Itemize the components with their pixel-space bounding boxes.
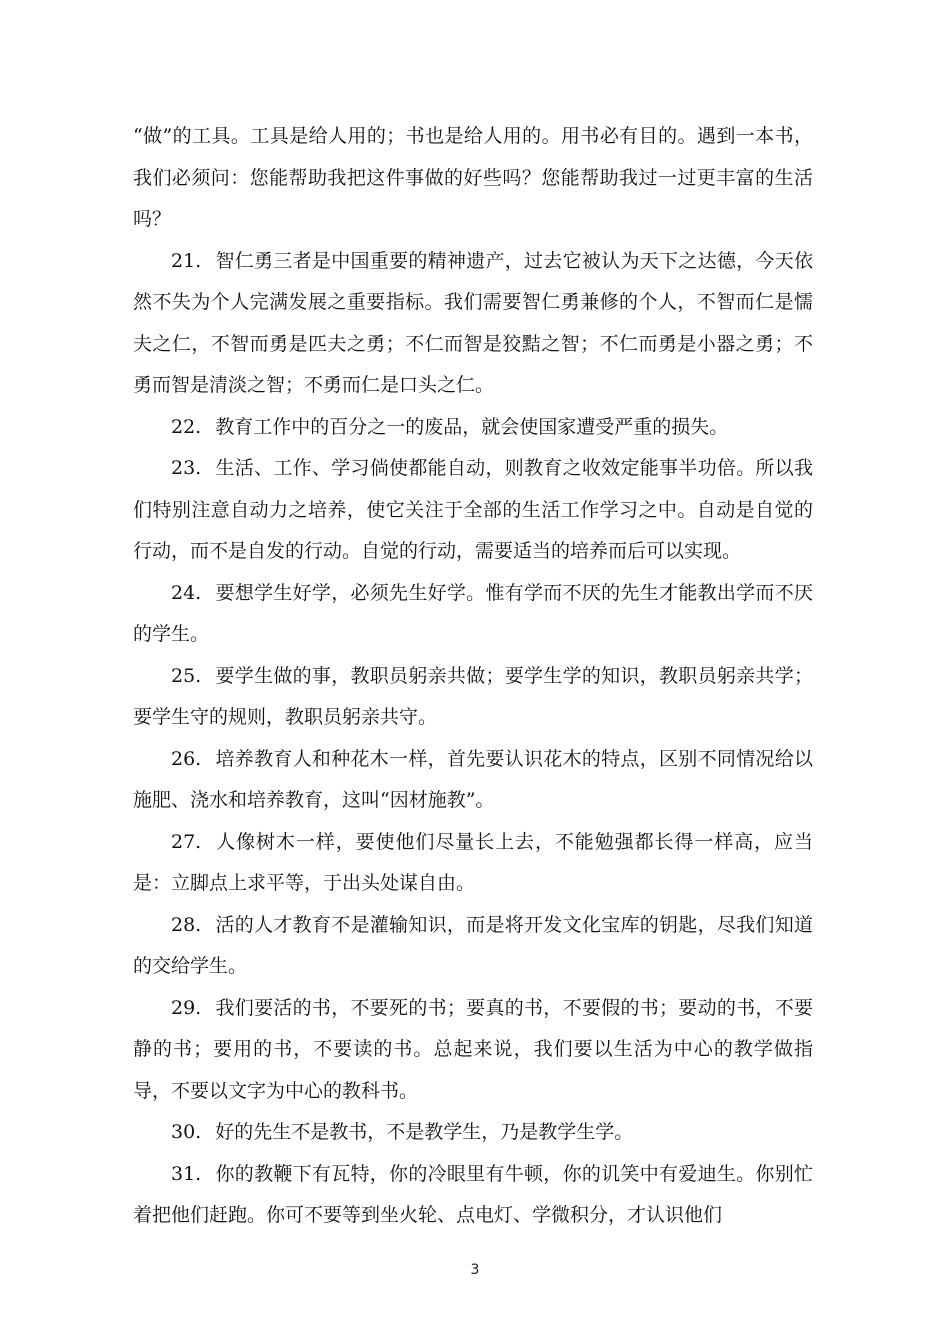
list-item bbox=[133, 407, 813, 449]
list-item bbox=[133, 241, 813, 407]
page-body bbox=[133, 116, 813, 1237]
item-text: 要学生做的事，教职员躬亲共做；要学生学的知识，教职员躬亲共学；要学生守的规则，教职员躬亲共守。 bbox=[133, 664, 813, 728]
item-number: 26. bbox=[171, 747, 202, 770]
item-number: 24. bbox=[171, 581, 202, 604]
item-text: 我们要活的书，不要死的书；要真的书，不要假的书；要动的书，不要静的书；要用的书，不要读的书。总起来说，我们要以生活为中心的教学做指导，不要以文字为中心的教科书。 bbox=[133, 996, 813, 1102]
list-item bbox=[133, 905, 813, 988]
item-text: 教育工作中的百分之一的废品，就会使国家遭受严重的损失。 bbox=[215, 415, 729, 438]
item-number: 30. bbox=[171, 1121, 202, 1143]
item-text: 生活、工作、学习倘使都能自动，则教育之收效定能事半功倍。所以我们特别注意自动力之培养，使它关注于全部的生活工作学习之中。自动是自觉的行动，而不是自发的行动。自觉的行动，需要适当的培养而后可以实现。 bbox=[133, 457, 813, 562]
item-text: 好的先生不是教书，不是教学生，乃是教学生学。 bbox=[215, 1121, 634, 1143]
list-item bbox=[133, 656, 813, 739]
item-number: 21. bbox=[171, 249, 202, 272]
list-item bbox=[133, 1154, 813, 1237]
item-number: 31. bbox=[171, 1162, 202, 1185]
item-number: 28. bbox=[171, 913, 202, 936]
list-item bbox=[133, 1112, 813, 1154]
item-text: 你的教鞭下有瓦特，你的冷眼里有牛顿，你的讥笑中有爱迪生。你别忙着把他们赶跑。你可不要等到坐火轮、点电灯、学微积分，才认识他们 bbox=[133, 1162, 813, 1226]
list-item bbox=[133, 822, 813, 905]
item-text: 人像树木一样，要使他们尽量长上去，不能勉强都长得一样高，应当是：立脚点上求平等，于出头处谋自由。 bbox=[133, 830, 813, 894]
list-item bbox=[133, 739, 813, 822]
item-text: 活的人才教育不是灌输知识，而是将开发文化宝库的钥匙，尽我们知道的交给学生。 bbox=[133, 913, 813, 977]
item-number: 23. bbox=[171, 457, 202, 479]
item-text: 培养教育人和种花木一样，首先要认识花木的特点，区别不同情况给以施肥、浇水和培养教育，这叫“因材施教”。 bbox=[133, 747, 813, 811]
item-number: 29. bbox=[171, 996, 202, 1019]
list-item bbox=[133, 988, 813, 1113]
item-number: 25. bbox=[171, 664, 202, 687]
continuation-paragraph: “做”的工具。工具是给人用的；书也是给人用的。用书必有目的。遇到一本书，我们必须问：您能帮助我把这件事做的好些吗？您能帮助我过一过更丰富的生活吗？ bbox=[133, 125, 813, 230]
item-text: 智仁勇三者是中国重要的精神遗产，过去它被认为天下之达德，今天依然不失为个人完满发展之重要指标。我们需要智仁勇兼修的个人，不智而仁是懦夫之仁，不智而勇是匹夫之勇；不仁而智是狡黠之智；不仁而勇是小器之勇；不勇而智是清淡之智；不勇而仁是口头之仁。 bbox=[133, 249, 813, 396]
list-item bbox=[133, 573, 813, 656]
item-number: 22. bbox=[171, 415, 202, 438]
item-text: 要想学生好学，必须先生好学。惟有学而不厌的先生才能教出学而不厌的学生。 bbox=[133, 581, 813, 645]
item-number: 27. bbox=[171, 830, 202, 853]
page-number: 3 bbox=[470, 1262, 480, 1278]
list-item bbox=[133, 448, 813, 573]
